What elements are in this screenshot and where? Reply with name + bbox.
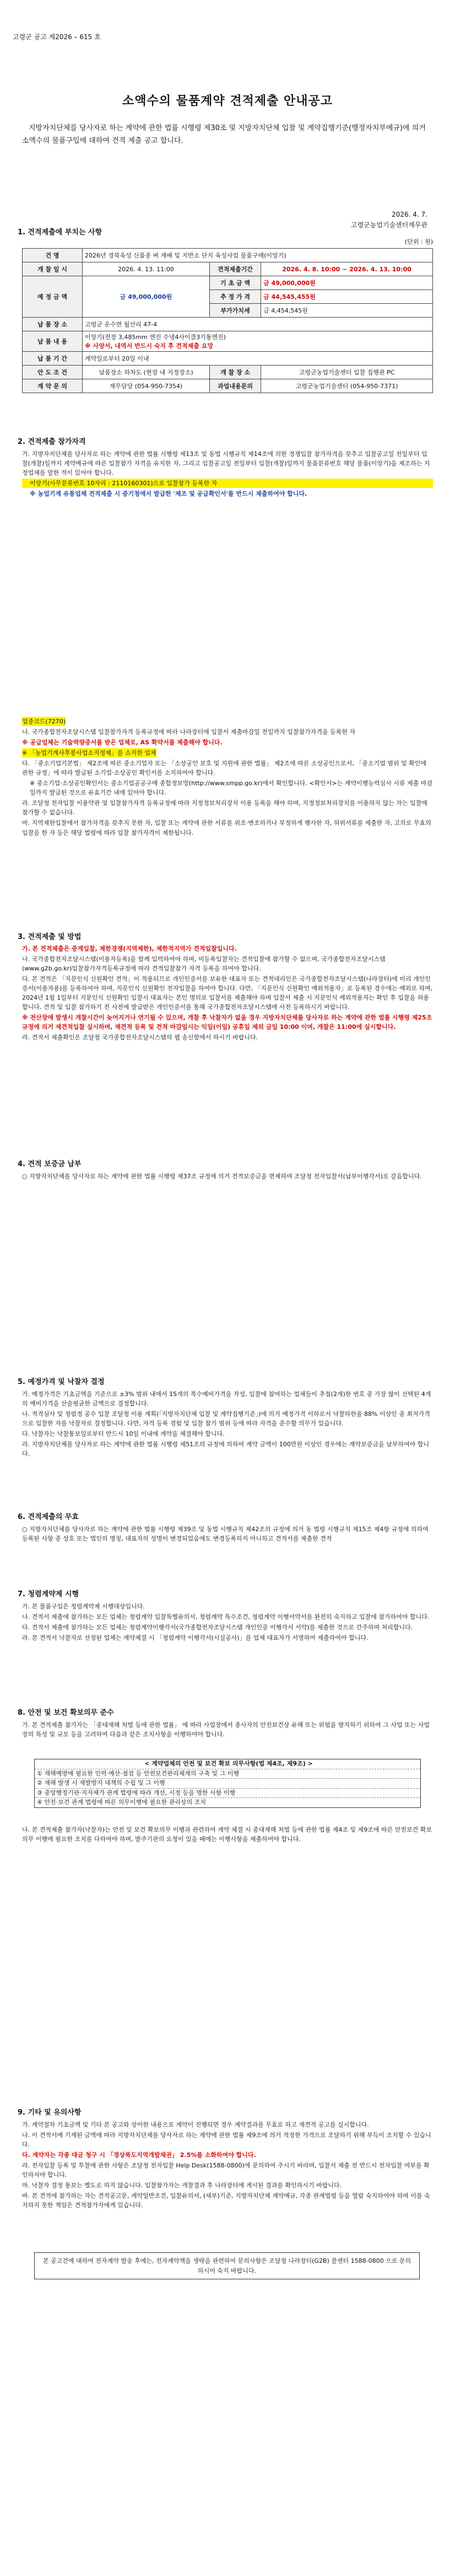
section-2-body-cont <box>22 717 433 839</box>
section-8-body-cont <box>22 1825 433 1845</box>
period-label: 견적제출기간 <box>209 262 261 276</box>
notice-number: 고령군 공고 제2026 – 615 호 <box>13 33 101 41</box>
s3-da: 다. 본 견적은 「지문인식 신원확인 견적」이 적용되므로 개인인증서를 보유한 대표자 또는 견적대리인은 국가종합전자조달시스템(나라장터)에 미리 개인인증서(이용자용)를 등록하여야 하며, 지문인식 신원확인 전자입찰을 하여야 합니다. 다만, 「지문인식 신원확인 예외적용자」로 등록된 경우에는 예외로 하며, 2024년 1월 1일부터 지문인식 신원확인 입찰시 대표자는 본인 명의로 입찰서를 제출해야 하며 입찰서 제출 시 지문인식 예외적용자는 확인 후 입찰을 허용합니다. 견적 및 입찰 참가하기 전 사전에 발급받은 개인인증서를 통해 국가종합전자조달시스템에 사전 등록하시기 바랍니다. <box>22 975 433 1011</box>
section-8-body <box>22 1720 433 1740</box>
safety-item: ① 재해예방에 필요한 인력·예산·점검 등 안전보건관리체계의 구축 및 그 이행 <box>35 1769 420 1779</box>
s5-na: 나. 적격심사 및 청렴정 공수 입찰 조달청 이용 계획(「지방자치단체 입찰 및 계약집행기준」)에 의거 예정가격 이하로서 낙찰하한율 88% 이상인 중 최저가격으로 입찰한 자를 낙찰자로 결정합니다. 다만, 자격 등록 경험 및 입찰 참가 범위 등에 따라 자격을 준수할 의무가 있습니다. <box>22 1410 430 1427</box>
date-block <box>351 210 427 230</box>
section-2-body <box>22 449 433 500</box>
s3-ra: 라. 견적서 제출확인은 조달청 국가종합전자조달시스템의 웹 송신함에서 하시기 바랍니다. <box>22 1034 258 1042</box>
safety-item: ④ 안전·보건 관계 법령에 따른 의무이행에 필요한 관리상의 조치 <box>37 1799 206 1806</box>
vat-value: 금 4,454,545원 <box>261 304 433 318</box>
s3-ga: 가. 본 견적제출은 중계입찰, 제한경쟁(지역제한), 제한적지역가 견적입찰입니다. <box>22 945 237 952</box>
page-title: 소액수의 물품계약 견적제출 안내공고 <box>122 94 333 108</box>
summary-table <box>22 248 433 393</box>
section-9-body <box>22 2120 433 2211</box>
spec-note: ※ 사양서, 내역서 반드시 숙지 후 견적제출 요망 <box>85 342 213 350</box>
safety-box-title: < 계약업체의 안전 및 보건 확보 의무사항(법 제4조, 제9조) > <box>35 1759 420 1769</box>
inspect-value: 고령군농업기술센터 입찰 집행관 PC <box>261 366 433 379</box>
spec-label: 납 품 내 용 <box>23 331 83 352</box>
budget-label: 예 정 금 액 <box>23 276 83 318</box>
tech-value: 고령군농업기술센터 (054-950-7371) <box>261 379 433 393</box>
section-3-body <box>22 944 433 1043</box>
section-5-body <box>22 1389 433 1459</box>
unit-label: (단위 : 원) <box>404 238 433 245</box>
supply-label: 추 정 가 격 <box>209 290 261 304</box>
project-label: 건 명 <box>23 249 83 262</box>
section-6-title: 6. 견적제출의 무효 <box>18 1513 79 1521</box>
open-value: 2026. 4. 13. 11:00 <box>83 262 210 276</box>
budget-value: 금 49,000,000원 <box>83 276 210 318</box>
section-9-title: 9. 기타 및 유의사항 <box>18 2108 82 2117</box>
s9-na: 나. 이 견적서에 기재된 금액에 따라 지방자치단체를 당사자로 하는 계약에 관한 법률 제9조에 의거 적정한 가격으로 조달하기 위해 부득이 조치할 수 있습니다. <box>22 2132 431 2149</box>
base-label: 기 초 금 액 <box>209 276 261 290</box>
s2-note2: ※ 「농업기계사후봉사업소지정제」를 소지한 업체 <box>22 748 156 758</box>
s3-note: ※ 전산장애 발생시 개찰시간이 늦어지거나 연기될 수 있으며, 개찰 후 낙찰자가 없을 경우 지방자치단체를 당사자로 하는 계약에 관한 법률 시행령 제25조 규정에 의거 재견적입찰 실시하며, 재견적 등록 및 견적 마감일시는 익일(이일) 공휴일 제외 금일 10:00 이며, 개찰은 11:00에 실시합니다. <box>22 1014 432 1031</box>
s2-na: 나. 국가종합전자조달시스템 입찰참가자격 등록규정에 따라 나라장터에 입찰서 제출마감일 전일까지 입찰참가자격을 등록한 자 <box>22 728 356 736</box>
s9-ga: 가. 계약절차 기초금액 및 기타 본 공고와 상이한 내용으로 계약이 진행되면 경우 계약결과를 무효로 하고 재견적 공고를 실시합니다. <box>22 2121 369 2128</box>
s2-ma: 마. 지역제한입찰에서 참가자격을 갖추지 못한 자, 입찰 또는 계약에 관한 서류를 위조·변조하거나 부정하게 행사한 자, 허위서류를 제출한 자, 고의로 무효의 입찰을 한 자 등은 해당 법령에 따라 입찰 참가자격이 제한됩니다. <box>22 819 431 836</box>
section-7-body <box>22 1602 433 1644</box>
s3-na: 나. 국가종합전자조달시스템(이용자등록)을 함께 입력하여야 하며, 미등록입찰자는 견적입찰에 참가할 수 없으며, 국가종합전자조달시스템 (www.g2b.go.kr)입찰참가자격등록규정에 따라 견적입찰참가 자격 등록을 하여야 합니다. <box>22 956 386 973</box>
safety-item: ② 재해 발생 시 재발방지 대책의 수립 및 그 이행 <box>35 1779 420 1789</box>
inspect-label: 개 찰 장 소 <box>209 366 261 379</box>
s5-da: 다. 낙찰자는 낙찰통보일로부터 반드시 10일 이내에 계약을 체결해야 합니다. <box>22 1430 225 1438</box>
intro-text: 지방자치단체를 당사자로 하는 계약에 관한 법률 시행령 제30조 및 지방자치단체 입찰 및 계약집행기준(행정자치부예규)에 의거 소액수의 물품구입에 대하여 견적 제출 공고 합니다. <box>22 124 426 145</box>
s8-na: 나. 본 견적제출 참가자(낙찰자)는 안전 및 보건 확보의무 이행과 관련하여 계약 체결 시 중대재해 처벌 등에 관한 법률 제4조 및 제9조에 따른 안전보건 확보의무 이행에 필요한 조치를 다하여야 하며, 발주기관의 요청이 있을 때에는 이행사항을 제출하여야 합니다. <box>22 1826 432 1843</box>
s9-ra: 라. 전자입찰 등록 및 투찰에 관한 사항은 조달청 전자입찰 Help Desk(1588-0800)에 문의하여 주시기 바라며, 입찰서 제출 전 반드시 전자입찰 여부를 확인하셔야 합니다. <box>22 2162 430 2179</box>
dept-label: 안 도 조 건 <box>23 366 83 379</box>
section-3-title: 3. 견적제출 및 방법 <box>18 933 82 941</box>
section-4-body <box>22 1172 433 1182</box>
contract-value: 재무담당 (054-950-7354) <box>83 379 210 393</box>
s9-ba: 바. 본 견적에 참가하는 자는 견적공고문, 계약일반조건, 입찰유의서, (세부)기준, 지방자치단체 계약예규, 각종 관계법령 등을 열람 숙지하여야 하며 이를 숙지하지 못한 책임은 견적참가자에게 있습니다. <box>22 2192 430 2209</box>
base-value: 금 49,000,000원 <box>261 276 433 290</box>
period-value: 2026. 4. 8. 10:00 ~ 2026. 4. 13. 10:00 <box>261 262 433 276</box>
open-label: 개 찰 일 시 <box>23 262 83 276</box>
s2-ga-cont2: 업종코드(7270) <box>22 717 66 726</box>
s4-ga: ○ 지방자치단체를 당사자로 하는 계약에 관한 법률 시행령 제37조 규정에 의거 견적보증금을 면제하여 조달청 전자입찰서(납부이행각서)로 갈음합니다. <box>22 1173 422 1180</box>
s2-da: 다. 「중소기업기본법」 제2조에 따른 중소기업자 또는 「소상공인 보호 및 지원에 관한 법률」 제2조에 따른 소상공인으로서, 「중소기업 범위 및 확인에 관한 규정」에 따라 발급된 소기업·소상공인 확인서를 소지하여야 합니다. <box>22 760 426 777</box>
deadline-value: 계약일로부터 20일 이내 <box>83 352 433 366</box>
section-5-title: 5. 예정가격 및 낙찰자 결정 <box>18 1378 105 1386</box>
s2-ga-cont: 이앙기(사무분류번호 10자리 : 2110160301)으로 입찰참가 등록한 자 <box>22 479 433 488</box>
s2-ga: 가. 지방자치단체를 당사자로 하는 계약에 관한 법률 시행령 제13조 및 동법 시행규칙 제14조에 의한 경쟁입찰 참가자격을 갖추고 입찰공고일 전일부터 입찰(개찰)일까지 계약예규에 따른 입찰참가 자격을 유지한 자, 그리고 입찰공고일 전일부터 입찰(개찰)일까지 물품분류번호 해당 물품(이앙기)을 제조하는 지정업체를 말한 적이 있어야 합니다. <box>22 450 430 477</box>
s5-ga: 가. 예정가격은 기초금액을 기준으로 ±3% 범위 내에서 15개의 복수예비가격을 작성, 입찰에 참여하는 업체들이 추첨(2개)한 번호 중 가장 많이 선택된 4개의 예비가격을 산술평균한 금액으로 결정합니다. <box>22 1391 431 1408</box>
section-1-title: 1. 견적제출에 부치는 사항 <box>18 228 102 237</box>
safety-item: ③ 중앙행정기관·지자체가 관계 법령에 따라 개선, 시정 등을 명한 사항 이행 <box>35 1789 420 1799</box>
section-4-title: 4. 견적 보증금 납부 <box>18 1160 82 1168</box>
supply-value: 금 44,545,455원 <box>261 290 433 304</box>
contract-label: 계 약 문 의 <box>23 379 83 393</box>
s7-na: 나. 견적서 제출에 참가하는 모든 업체는 청렴계약 입찰특별유의서, 청렴계약 특수조건, 청렴계약 이행서약서를 완전히 숙지하고 입찰에 참가하여야 합니다. <box>22 1613 430 1621</box>
s2-note1: ※ 공급업체는 기술력량증서를 받은 업체로, AS 확약서를 제출해야 합니다. <box>22 739 223 747</box>
vat-label: 부가가치세 <box>209 304 261 318</box>
dept-value: 납품장소 하차도 (현장 내 지정장소) <box>83 366 210 379</box>
s5-ra: 라. 지방자치단체를 당사자로 하는 계약에 관한 법률 시행령 제51조의 규정에 의하여 계약 금액이 100만원 이상인 경우에는 계약보증금을 납부하여야 합니다. <box>22 1441 429 1458</box>
footer-notice-box: 본 공고건에 대하여 전자계약 발송 후에는, 전자계약책을 생략을 관련하여 문의사항은 조달청 나라장터(G2B) 콜센터 1588-0800 으로 문의하시어 숙지 바랍니다. <box>34 2252 420 2279</box>
s8-ga: 가. 본 견적제출 참가자는 「중대재해 처벌 등에 관한 법률」 에 따라 사업장에서 종사자의 안전보건상 유해 또는 위험을 방지하기 위하여 그 사업 또는 사업장의 특성 및 규모 등을 고려하여 다음과 같은 조치사항을 이행하여야 합니다. <box>22 1721 430 1738</box>
notice-date: 2026. 4. 7. <box>392 211 427 218</box>
s2-da-note: ※ 중소기업·소상공인확인서는 중소기업공공구매 종합정보망(http://www.smpp.go.kr)에서 확인합니다. <확인서>는 계약이행능력심사 시류 제출 마감일까지 발급된 것으로 유효기간 내에 있어야 합니다. <box>30 780 432 797</box>
s7-da: 다. 견적서 제출에 참가하는 모든 업체는 청렴계약이행각서(국가종합전자조달시스템 개인인증 이행각서 서약)를 제출한 것으로 간주하며 처리합니다. <box>22 1624 413 1632</box>
project-value: 2026년 경북육성 신품종 벼 재배 및 지반소 단지 육성사업 물품구매(이앙기) <box>83 249 433 262</box>
section-7-title: 7. 청렴계약제 시행 <box>18 1590 79 1598</box>
s2-ra: 라. 조달청 전자입찰 이용약관 및 입찰참가자격 등록규정에 따라 지정정보처리장치 이용 등록을 해야 하며, 지정정보처리장치를 이용하지 않는 자는 입찰에 참가할 수 없습니다. <box>22 799 427 817</box>
deadline-label: 납 품 기 간 <box>23 352 83 366</box>
section-8-title: 8. 안전 및 보건 확보의무 준수 <box>18 1709 114 1717</box>
s9-da: 다. 계약자는 각종 대금 청구 시 「경상북도지역개발채권」 2.5%를 소화하여야 합니다. <box>22 2151 256 2159</box>
s7-ra: 라. 본 견적서 낙찰자로 선정된 업체는 계약체결 시 「청렴계약 이행각서(시설공사)」를 업체 대표자가 서명하여 제출하여야 합니다. <box>22 1634 369 1642</box>
s7-ga: 가. 본 물품구입은 청렴계약제 시행대상입니다. <box>22 1603 145 1610</box>
s6-ga: ○ 지방자치단체를 당사자로 하는 계약에 관한 법률 시행령 제39조 및 동법 시행규칙 제42조의 규정에 의거 동 법령 시행규칙 제15조 제4항 규정에 의하여 등록된 사항 중 상호 또는 법인의 명칭, 대표자의 성명이 변경되었음에도 변경등록하지 아니하고 견적서를 제출한 견적 <box>22 1526 429 1543</box>
spec-cell <box>83 331 433 352</box>
issuing-org: 고령군농업기술센터재무관 <box>350 221 427 229</box>
safety-duties-box <box>34 1759 421 1808</box>
section-6-body <box>22 1525 433 1544</box>
section-2-title: 2. 견적제출 참가자격 <box>18 438 86 446</box>
s2-ga-note: ※ 농업기계 유통업체 견적제출 시 중기청에서 발급한 '제조 및 공급확인서'를 반드시 제출하여야 합니다. <box>30 490 307 498</box>
spec-value: 이앙기(전장 3,485mm 엔진 수냉4사이클3기통엔진) <box>85 334 226 341</box>
place-value: 고령군 운수면 월산리 47-4 <box>83 318 433 331</box>
s9-ma: 마. 낙찰자 결정 통보는 별도로 하지 않습니다. 입찰참가자는 개찰결과 후 나라장터에 게시된 결과를 확인하시기 바랍니다. <box>22 2182 342 2189</box>
place-label: 납 품 장 소 <box>23 318 83 331</box>
tech-label: 과업내용문의 <box>209 379 261 393</box>
